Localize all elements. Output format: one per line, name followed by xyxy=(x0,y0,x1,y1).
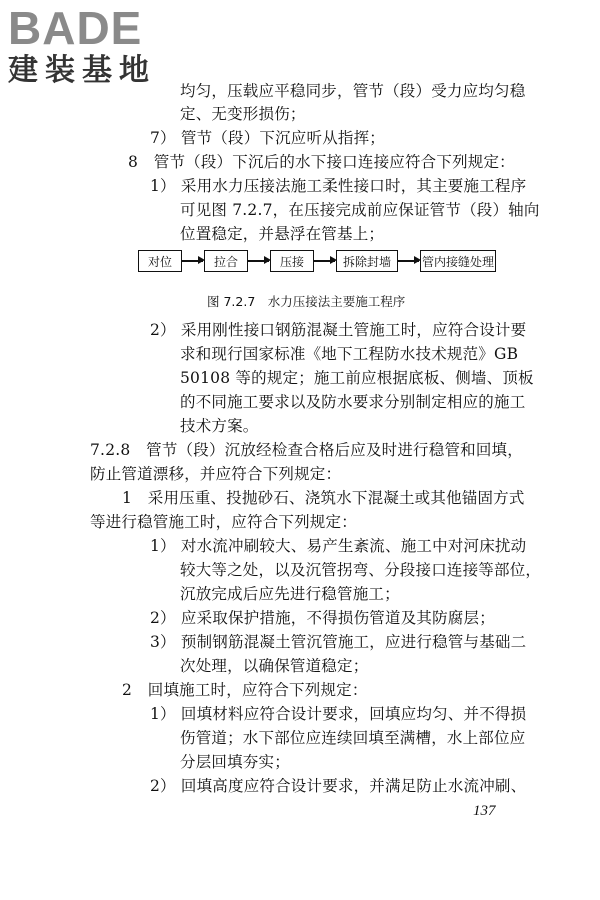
page-number: 137 xyxy=(473,803,496,819)
text-line: 技术方案。 xyxy=(180,417,259,435)
text-line: 2） 应采取保护措施，不得损伤管道及其防腐层； xyxy=(150,609,495,627)
text-line: 2） 回填高度应符合设计要求，并满足防止水流冲刷、 xyxy=(150,777,527,795)
flow-arrow xyxy=(248,260,269,262)
text-line: 等进行稳管施工时，应符合下列规定： xyxy=(90,513,357,531)
flow-step-remove-wall: 拆除封墙 xyxy=(336,250,398,272)
text-line: 定、无变形损伤； xyxy=(180,105,306,123)
flow-arrow xyxy=(182,260,203,262)
logo-wordmark: BADE xyxy=(8,2,143,54)
text-line: 2） 采用刚性接口钢筋混凝土管施工时，应符合设计要 xyxy=(150,321,527,339)
flow-step-align: 对位 xyxy=(138,250,182,272)
text-line: 1） 回填材料应符合设计要求，回填应均匀、并不得损 xyxy=(150,705,527,723)
text-line: 较大等之处，以及沉管拐弯、分段接口连接等部位， xyxy=(180,561,542,579)
text-line: 分层回填夯实； xyxy=(180,753,290,771)
section-heading-line: 7.2.8 管节（段）沉放经检查合格后应及时进行稳管和回填， xyxy=(90,441,523,459)
figure-caption: 图 7.2.7 水力压接法主要施工程序 xyxy=(207,294,406,309)
flow-step-press: 压接 xyxy=(270,250,314,272)
text-line: 沉放完成后应先进行稳管施工； xyxy=(180,585,400,603)
logo xyxy=(8,4,178,88)
text-line: 8 管节（段）下沉后的水下接口连接应符合下列规定： xyxy=(128,153,515,171)
text-line: 次处理，以确保管道稳定； xyxy=(180,657,369,675)
text-line: 1） 采用水力压接法施工柔性接口时，其主要施工程序 xyxy=(150,177,527,195)
text-line: 50108 等的规定；施工前应根据底板、侧墙、顶板 xyxy=(180,369,534,387)
flow-arrow xyxy=(314,260,335,262)
text-line: 位置稳定，并悬浮在管基上； xyxy=(180,225,385,243)
text-line: 7） 管节（段）下沉应听从指挥； xyxy=(150,129,385,147)
text-line: 防止管道漂移，并应符合下列规定： xyxy=(90,465,342,483)
text-line: 可见图 7.2.7，在压接完成前应保证管节（段）轴向 xyxy=(180,201,540,219)
flow-arrow xyxy=(398,260,419,262)
text-line: 的不同施工要求以及防水要求分别制定相应的施工 xyxy=(180,393,526,411)
text-line: 1 采用压重、投抛砂石、浇筑水下混凝土或其他锚固方式 xyxy=(122,489,525,507)
flow-step-joint-treatment: 管内接缝处理 xyxy=(420,250,496,272)
flow-step-pull: 拉合 xyxy=(204,250,248,272)
text-line: 均匀，压载应平稳同步，管节（段）受力应均匀稳 xyxy=(180,82,526,100)
text-line: 3） 预制钢筋混凝土管沉管施工，应进行稳管与基础二 xyxy=(150,633,527,651)
text-line: 1） 对水流冲刷较大、易产生紊流、施工中对河床扰动 xyxy=(150,537,527,555)
logo-subtitle: 建装基地 xyxy=(8,53,156,88)
flowchart xyxy=(138,248,498,278)
text-line: 伤管道；水下部位应连续回填至满槽，水上部位应 xyxy=(180,729,526,747)
text-line: 求和现行国家标准《地下工程防水技术规范》GB xyxy=(180,345,519,363)
text-line: 2 回填施工时，应符合下列规定： xyxy=(122,681,368,699)
